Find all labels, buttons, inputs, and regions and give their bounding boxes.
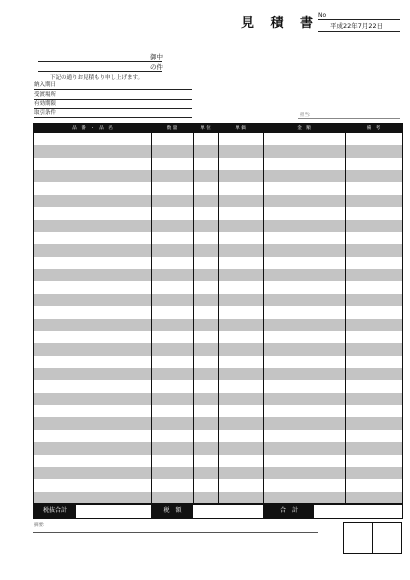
header-remarks: 備 考 [366, 126, 381, 131]
total-label: 合 計 [264, 504, 314, 518]
number-field-line [318, 19, 400, 20]
items-table [33, 123, 403, 505]
subject-line [38, 71, 162, 72]
person-in-charge-line [298, 118, 400, 119]
remarks-label: 摘要: [34, 523, 45, 528]
header-unit: 単 位 [200, 126, 211, 131]
column-divider [193, 124, 194, 504]
stamp-divider [372, 523, 373, 553]
header-amount: 金 額 [297, 126, 311, 131]
column-divider [151, 124, 152, 504]
column-divider [345, 124, 346, 504]
validity-label: 有効期限 [34, 101, 57, 107]
tax-label: 税 額 [152, 504, 193, 518]
subject-suffix: の件 [150, 63, 163, 71]
column-divider [263, 124, 264, 504]
intro-text: 下記の通りお見積もり申し上げます。 [50, 75, 144, 81]
remarks-line [33, 532, 318, 533]
date-underline [318, 31, 400, 32]
person-in-charge-label: 担当: [300, 113, 311, 118]
document-title: 見 積 書 [241, 16, 320, 31]
issue-date: 平成22年7月22日 [330, 22, 384, 30]
header-quantity: 数 量 [166, 126, 178, 131]
delivery-date-label: 納入期日 [34, 82, 57, 88]
subtotal-label: 税抜合計 [34, 504, 76, 518]
column-divider [218, 124, 219, 504]
delivery-place-label: 受渡場所 [34, 92, 57, 98]
header-item-name: 品 番 ・ 品 名 [72, 126, 113, 131]
stamp-box [343, 522, 402, 554]
delivery-place-row [34, 91, 192, 100]
number-label: No [318, 12, 327, 19]
terms-row [34, 109, 192, 118]
terms-label: 取引条件 [34, 110, 57, 116]
totals-bar [33, 503, 403, 519]
recipient-suffix: 御中 [150, 53, 163, 61]
header-unit-price: 単 価 [235, 126, 246, 131]
delivery-date-row [34, 81, 192, 90]
recipient-line [38, 61, 162, 62]
validity-row [34, 100, 192, 109]
